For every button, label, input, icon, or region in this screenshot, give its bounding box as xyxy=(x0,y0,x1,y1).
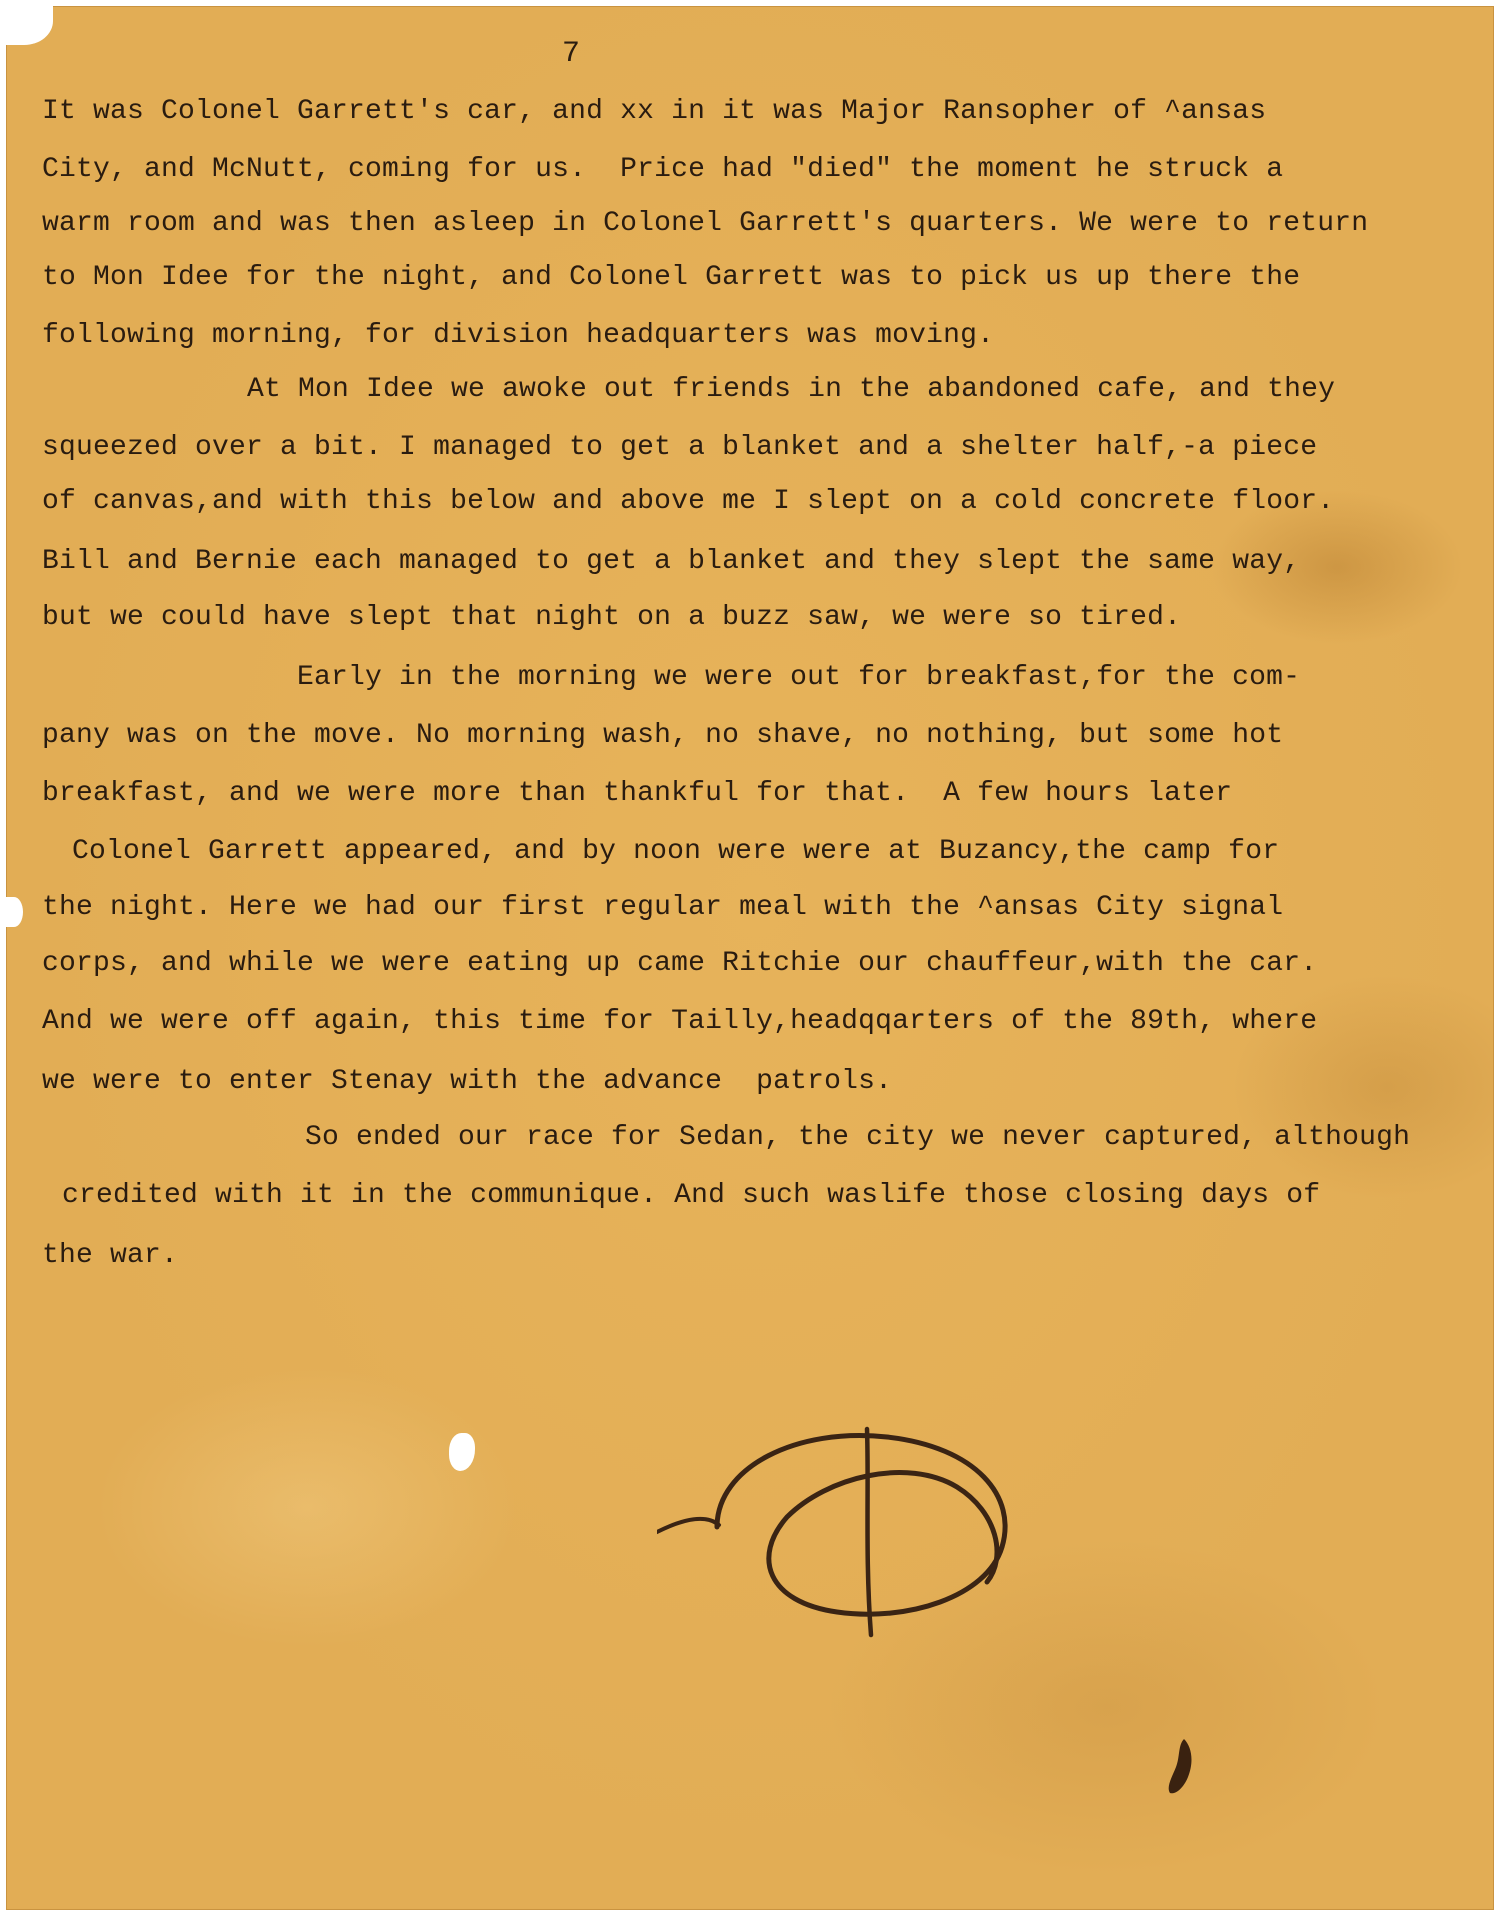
text-line-18: we were to enter Stenay with the advance patrols. xyxy=(42,1066,893,1097)
text-line-16: corps, and while we were eating up came Ritchie our chauffeur,with the car. xyxy=(42,948,1318,979)
text-line-17: And we were off again, this time for Tailly,headqqarters of the 89th, where xyxy=(42,1006,1318,1037)
paper-hole xyxy=(449,1433,475,1471)
text-line-19: So ended our race for Sedan, the city we never captured, although xyxy=(305,1122,1411,1153)
document-page xyxy=(6,6,1494,1910)
text-line-13: breakfast, and we were more than thankful for that. A few hours later xyxy=(42,778,1233,809)
text-line-8: of canvas,and with this below and above me I slept on a cold concrete floor. xyxy=(42,486,1335,517)
text-line-14: Colonel Garrett appeared, and by noon were were at Buzancy,the camp for xyxy=(72,836,1280,867)
torn-corner xyxy=(5,5,53,45)
text-line-2: City, and McNutt, coming for us. Price had "died" the moment he struck a xyxy=(42,154,1284,185)
text-line-21: the war. xyxy=(42,1240,179,1271)
page-number: 7 xyxy=(562,37,581,71)
hand-drawn-circle-mark xyxy=(657,1407,1047,1647)
text-line-5: following morning, for division headquarters was moving. xyxy=(42,320,995,351)
text-line-1: It was Colonel Garrett's car, and xx in it was Major Ransopher of ^ansas xyxy=(42,96,1267,127)
text-line-11: Early in the morning we were out for breakfast,for the com- xyxy=(297,662,1301,693)
text-line-4: to Mon Idee for the night, and Colonel Garrett was to pick us up there the xyxy=(42,262,1301,293)
text-line-10: but we could have slept that night on a buzz saw, we were so tired. xyxy=(42,602,1182,633)
text-line-20: credited with it in the communique. And such waslife those closing days of xyxy=(62,1180,1321,1211)
torn-edge xyxy=(5,897,23,927)
text-line-9: Bill and Bernie each managed to get a blanket and they slept the same way, xyxy=(42,546,1301,577)
text-line-15: the night. Here we had our first regular meal with the ^ansas City signal xyxy=(42,892,1284,923)
text-line-12: pany was on the move. No morning wash, no shave, no nothing, but some hot xyxy=(42,720,1284,751)
ink-blot-mark xyxy=(1162,1737,1202,1797)
text-line-6: At Mon Idee we awoke out friends in the abandoned cafe, and they xyxy=(247,374,1336,405)
text-line-3: warm room and was then asleep in Colonel Garrett's quarters. We were to return xyxy=(42,208,1369,239)
text-line-7: squeezed over a bit. I managed to get a blanket and a shelter half,-a piece xyxy=(42,432,1318,463)
